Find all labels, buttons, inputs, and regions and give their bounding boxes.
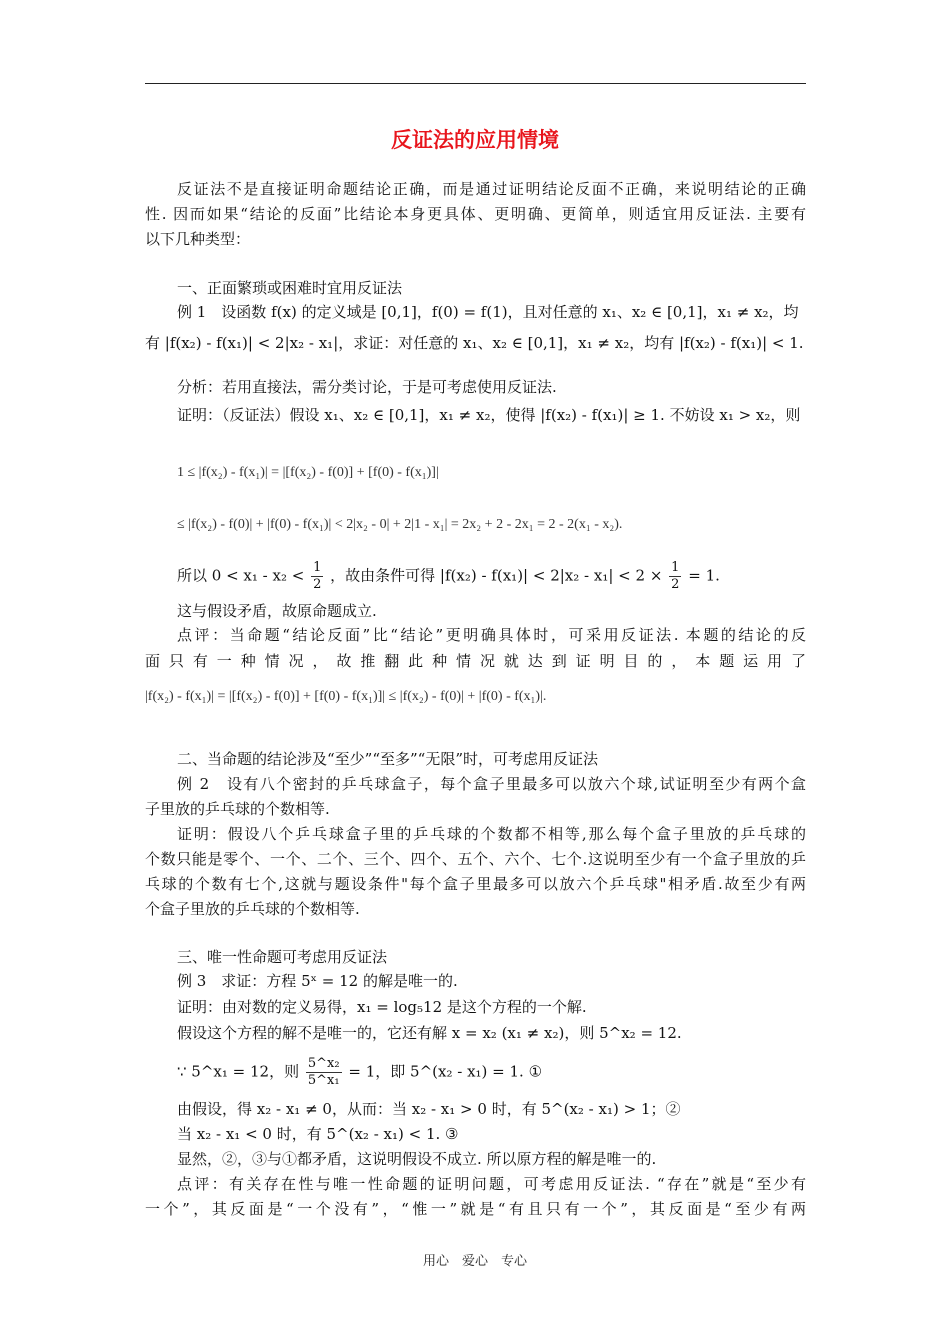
- fraction-one-half: [311, 560, 323, 593]
- section-3-heading: 三、唯一性命题可考虑用反证法: [177, 948, 388, 966]
- fraction-power-ratio: [306, 1056, 342, 1089]
- comment-1-line-1: 点评：当命题“结论反面”比“结论”更明确具体时，可采用反证法. 本题的结论的反: [177, 626, 806, 644]
- proof-2-line-2: 个数只能是零个、一个、二个、三个、四个、五个、六个、七个.这说明至少有一个盒子里放的乒: [145, 850, 806, 868]
- intro-line-1: 反证法不是直接证明命题结论正确，而是通过证明结论反面不正确，来说明结论的正确: [177, 180, 806, 198]
- fraction-numerator: 1: [671, 560, 680, 575]
- comment-1-equation: |f(x₂) - f(x₁)| = |[f(x₂) - f(0)] + [f(0) - f(x₁)]| ≤ |f(x₂) - f(0)| + |f(0) - f(x₁)|.: [145, 689, 547, 704]
- fraction-denominator: 2: [313, 577, 322, 592]
- example-2-line-2: 子里放的乒乓球的个数相等.: [145, 800, 330, 818]
- proof-3-case-3: 当 x₂ - x₁ < 0 时，有 5^(x₂ - x₁) < 1. ③: [177, 1125, 459, 1143]
- proof-3-since-line: [177, 1056, 806, 1089]
- comment-3-line-1: 点评：有关存在性与唯一性命题的证明问题，可考虑用反证法. “存在”就是“至少有: [177, 1175, 806, 1193]
- intro-line-3: 以下几种类型：: [145, 230, 251, 248]
- proof-1-equation-1: 1 ≤ |f(x₂) - f(x₁)| = |[f(x₂) - f(0)] + [f(0) - f(x₁)]|: [177, 465, 439, 480]
- section-1-heading: 一、正面繁琐或困难时宜用反证法: [177, 279, 403, 297]
- fraction-numerator: 1: [313, 560, 322, 575]
- since-text-b: = 1，即 5^(x₂ - x₁) = 1. ①: [348, 1062, 543, 1081]
- proof-1-so-line: [177, 560, 806, 593]
- example-3-statement: 例 3 求证：方程 5ˣ = 12 的解是唯一的.: [177, 972, 458, 990]
- comment-1-line-2: 面只有一种情况，故推翻此种情况就达到证明目的，本题运用了: [145, 652, 806, 670]
- page-title: 反证法的应用情境: [391, 128, 559, 152]
- proof-3-line-1: 证明：由对数的定义易得，x₁ = log₅12 是这个方程的一个解.: [177, 998, 587, 1016]
- proof-2-line-1: 证明：假设八个乒乓球盒子里的乒乓球的个数都不相等,那么每个盒子里放的乒乓球的: [177, 825, 806, 843]
- comment-3-line-2: 一个”，其反面是“一个没有”，“惟一”就是“有且只有一个”，其反面是“至少有两: [145, 1200, 806, 1218]
- proof-1-equation-2: ≤ |f(x₂) - f(0)| + |f(0) - f(x₁)| < 2|x₂ - 0| + 2|1 - x₁| = 2x₂ + 2 - 2x₁ = 2 - 2(x₁ - x₂).: [177, 517, 623, 532]
- proof-3-case-2: 由假设，得 x₂ - x₁ ≠ 0，从而：当 x₂ - x₁ > 0 时，有 5^(x₂ - x₁) > 1；②: [177, 1100, 681, 1118]
- intro-line-2: 性. 因而如果“结论的反面”比结论本身更具体、更明确、更简单，则适宜用反证法. 主要有: [145, 205, 806, 223]
- fraction-denominator: 5^x₁: [307, 1073, 340, 1088]
- page-footer: 用心 爱心 专心: [422, 1254, 527, 1269]
- so-text-c: = 1.: [688, 566, 720, 585]
- proof-3-conclusion: 显然，②，③与①都矛盾，这说明假设不成立. 所以原方程的解是唯一的.: [177, 1150, 657, 1168]
- proof-2-line-4: 个盒子里放的乒乓球的个数相等.: [145, 900, 360, 918]
- analysis-text: 分析：若用直接法，需分类讨论，于是可考虑使用反证法.: [177, 378, 557, 396]
- since-text-a: ∵ 5^x₁ = 12，则: [177, 1062, 300, 1081]
- fraction-denominator: 2: [671, 577, 680, 592]
- section-2-heading: 二、当命题的结论涉及“至少”“至多”“无限”时，可考虑用反证法: [177, 750, 599, 768]
- so-text-a: 所以 0 < x₁ - x₂ <: [177, 566, 305, 585]
- proof-2-line-3: 乓球的个数有七个,这就与题设条件"每个盒子里最多可以放六个乒乓球"相矛盾.故至少有两: [145, 875, 806, 893]
- so-text-b: ，故由条件可得 |f(x₂) - f(x₁)| < 2|x₂ - x₁| < 2 ×: [330, 566, 663, 585]
- example-1-statement: 例 1 设函数 f(x) 的定义域是 [0,1]，f(0) = f(1)，且对任意的 x₁、x₂ ∈ [0,1]，x₁ ≠ x₂，均: [177, 303, 799, 321]
- example-1-statement-cont: 有 |f(x₂) - f(x₁)| < 2|x₂ - x₁|，求证：对任意的 x₁、x₂ ∈ [0,1]，x₁ ≠ x₂，均有 |f(x₂) - f(x₁)| < 1.: [145, 334, 804, 352]
- proof-1-start: 证明：（反证法）假设 x₁、x₂ ∈ [0,1]，x₁ ≠ x₂，使得 |f(x₂) - f(x₁)| ≥ 1. 不妨设 x₁ > x₂，则: [177, 406, 801, 424]
- fraction-numerator: 5^x₂: [307, 1056, 340, 1071]
- fraction-one-half-2: [669, 560, 681, 593]
- example-2-line-1: 例 2 设有八个密封的乒乓球盒子，每个盒子里最多可以放六个球,试证明至少有两个盒: [177, 775, 806, 793]
- header-rule: [145, 83, 806, 84]
- proof-1-conclusion: 这与假设矛盾，故原命题成立.: [177, 602, 377, 620]
- proof-3-assumption: 假设这个方程的解不是唯一的，它还有解 x = x₂ (x₁ ≠ x₂)，则 5^x₂ = 12.: [177, 1024, 682, 1042]
